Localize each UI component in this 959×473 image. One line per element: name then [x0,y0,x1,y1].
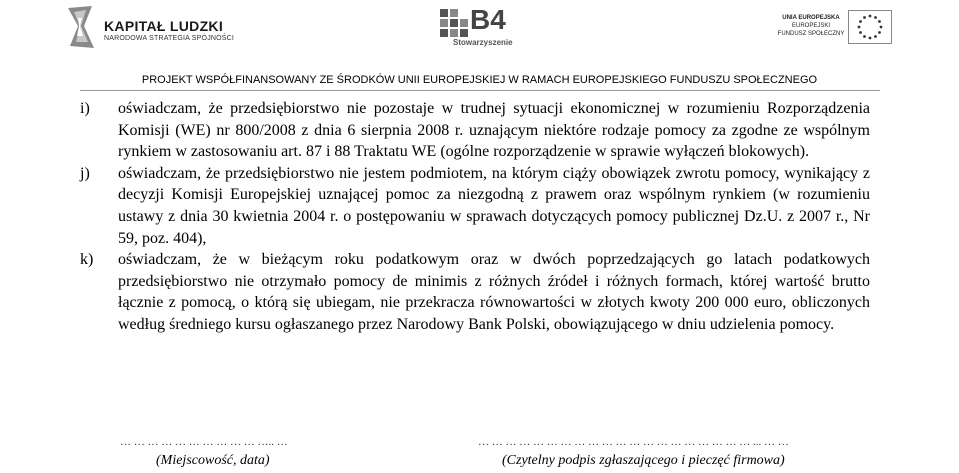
place-date-label: (Miejscowość, data) [156,453,270,468]
item-text: oświadczam, że w bieżącym roku podatkowym oraz w dwóch poprzedzających go latach podatkowych przedsiębiorstwo nie otrzymało pomocy de minimis z różnych źródeł i różnych formach, której wartość brutto łącznie z pomocą, o którą się ubiegam, nie przekracza równowartości w złotych kwoty 200 000 euro, obliczonych według średniego kursu ogłaszanego przez Narodowy Bank Polski, obowiązującego w dniu udzielenia pomocy. [118,251,870,333]
b4-title: B4 [470,4,506,35]
list-item-i [80,98,870,163]
place-date-line: … … … … … … … … … … ….. … [120,436,288,448]
eu-line-2: EUROPEJSKI [791,23,830,29]
item-text: oświadczam, że przedsiębiorstwo nie jestem podmiotem, na którym ciąży obowiązek zwrotu pomocy, wynikający z decyzji Komisji Europejskiej uznającej pomoc za niezgodną z prawem oraz wspólnym rynkiem (w rozumieniu ustawy z dnia 30 kwietnia 2004 r. o postępowaniu w sprawach dotyczących pomocy publicznej Dz.U. z 2007 r., Nr 59, poz. 404), [118,164,870,247]
eu-efs-logo [770,8,895,48]
item-marker: i) [80,100,90,117]
b4-subtitle: Stowarzyszenie [453,38,513,47]
item-marker: j) [80,164,90,182]
signature-line: … … … … … … … … … … … … … … … … … … … … ... … … [478,436,789,448]
list-item-j [80,163,870,249]
header-divider [80,90,880,91]
b4-blocks-icon [440,7,474,39]
eu-line-3: FUNDUSZ SPOŁECZNY [777,31,845,37]
eu-line-1: UNIA EUROPEJSKA [782,15,840,21]
kapital-ludzki-subtitle: NARODOWA STRATEGIA SPÓJNOŚCI [104,35,235,42]
project-banner: PROJEKT WSPÓŁFINANSOWANY ZE ŚRODKÓW UNII EUROPEJSKIEJ W RAMACH EUROPEJSKIEGO FUNDUSZU SPOŁECZNEGO [141,74,818,86]
signature-label: (Czytelny podpis zgłaszającego i pieczęć firmowa) [502,453,785,468]
kapital-ludzki-emblem-icon [64,4,100,52]
declaration-list [80,98,870,336]
item-text: oświadczam, że przedsiębiorstwo nie pozostaje w trudnej sytuacji ekonomicznej w rozumieniu Rozporządzenia Komisji (WE) nr 800/2008 z dnia 6 sierpnia 2008 r. uznającym niektóre rodzaje pomocy za zgodne ze wspólnym rynkiem w zastosowaniu art. 87 i 88 Traktatu WE (ogólne rozporządzenie w sprawie wyłączeń blokowych). [118,100,870,161]
kapital-ludzki-title: KAPITAŁ LUDZKI [104,18,224,34]
eu-flag-icon [848,10,892,44]
kapital-ludzki-logo [64,4,235,54]
eu-text [776,14,846,38]
item-marker: k) [80,251,94,269]
list-item-k [80,249,870,335]
header [0,0,959,86]
b4-stowarzyszenie-logo [440,4,520,49]
